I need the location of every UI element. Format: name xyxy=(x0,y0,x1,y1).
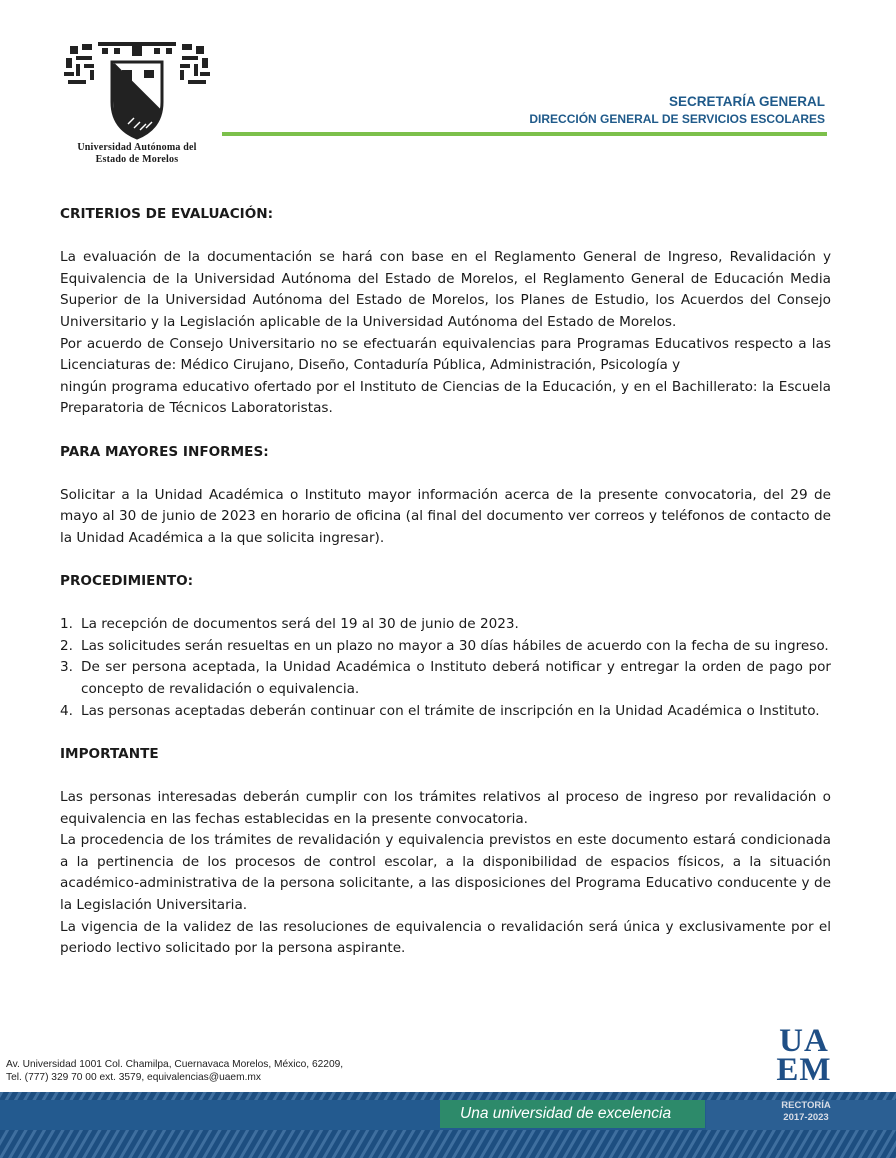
phone-email-line: Tel. (777) 329 70 00 ext. 3579, equivalencias@uaem.mx xyxy=(6,1071,261,1083)
secretaria-title: SECRETARÍA GENERAL xyxy=(668,94,825,109)
direccion-subtitle: DIRECCIÓN GENERAL DE SERVICIOS ESCOLARES xyxy=(529,112,825,126)
university-logo xyxy=(52,40,222,166)
document-body xyxy=(60,204,831,960)
list-item: 3. De ser persona aceptada, la Unidad Académica o Instituto deberá notificar y entregar la orden de pago por concepto de revalidación o equivalencia. xyxy=(60,659,831,698)
office-header xyxy=(529,93,825,128)
procedimiento-list xyxy=(60,614,831,722)
criterios-paragraph-1: La evaluación de la documentación se hará con base en el Reglamento General de Ingreso, Revalidación y Equivalencia de la Universidad Autónoma del Estado de Morelos, el Reglamento General de Educación Media Superior de la Universidad Autónoma del Estado de Morelos, los Planes de Estudio, los Acuerdos del Consejo Universitario y la Legislación aplicable de la Universidad Autónoma del Estado de Morelos. xyxy=(60,249,831,330)
criterios-paragraph-2a: Por acuerdo de Consejo Universitario no se efectuarán equivalencias para Programas Educativos respecto a las Licenciaturas de: Médico Cirujano, Diseño, Contaduría Pública, Administración, Psicología y xyxy=(60,335,831,374)
contact-address xyxy=(6,1059,343,1084)
list-item: 1. La recepción de documentos será del 19 al 30 de junio de 2023. xyxy=(60,616,519,633)
importante-heading: IMPORTANTE xyxy=(60,745,159,762)
rectoria-years: 2017-2023 xyxy=(783,1112,829,1123)
importante-paragraph-3: La vigencia de la validez de las resoluciones de equivalencia o revalidación será única y exclusivamente por el periodo lectivo solicitado por la persona aspirante. xyxy=(60,918,831,957)
list-item: 2. Las solicitudes serán resueltas en un plazo no mayor a 30 días hábiles de acuerdo con la fecha de su ingreso. xyxy=(60,637,829,654)
uaem-logo xyxy=(772,1023,836,1088)
criterios-heading: CRITERIOS DE EVALUACIÓN: xyxy=(60,206,274,222)
university-crest-icon xyxy=(62,40,212,140)
list-item: 4. Las personas aceptadas deberán continuar con el trámite de inscripción en la Unidad Académica o Instituto. xyxy=(60,702,820,719)
rectoria-title: RECTORÍA xyxy=(781,1100,831,1111)
rectoria-label xyxy=(763,1100,849,1124)
university-name xyxy=(52,142,222,166)
university-name-line1: Universidad Autónoma del xyxy=(77,142,197,153)
address-line: Av. Universidad 1001 Col. Chamilpa, Cuernavaca Morelos, México, 62209, xyxy=(6,1059,344,1070)
header-divider xyxy=(222,132,827,136)
uaem-logo-row1: UA xyxy=(779,1023,829,1059)
importante-paragraph-2: La procedencia de los trámites de revalidación y equivalencia previstos en este documento estará condicionada a la pertinencia de los procesos de control escolar, a la disponibilidad de espacios físicos, a la situación académico-administrativa de la persona solicitante, a las disposiciones del Programa Educativo conducente y de la Legislación Universitaria. xyxy=(60,832,831,913)
uaem-logo-row2: EM xyxy=(776,1052,832,1088)
slogan-text: Una universidad de excelencia xyxy=(460,1105,672,1122)
informes-heading: PARA MAYORES INFORMES: xyxy=(60,443,269,460)
criterios-paragraph-2b: ningún programa educativo ofertado por el Instituto de Ciencias de la Educación, y en el Bachillerato: la Escuela Preparatoria de Técnicos Laboratoristas. xyxy=(60,378,831,417)
importante-paragraph-1: Las personas interesadas deberán cumplir con los trámites relativos al proceso de ingreso por revalidación o equivalencia en las fechas establecidas en la presente convocatoria. xyxy=(60,789,831,827)
university-name-line2: Estado de Morelos xyxy=(95,154,179,165)
informes-paragraph: Solicitar a la Unidad Académica o Instituto mayor información acerca de la presente convocatoria, del 29 de mayo al 30 de junio de 2023 en horario de oficina (al final del documento ver correos y teléfonos de contacto de la Unidad Académica a la que solicita ingresar). xyxy=(60,486,831,546)
procedimiento-heading: PROCEDIMIENTO: xyxy=(60,573,194,590)
